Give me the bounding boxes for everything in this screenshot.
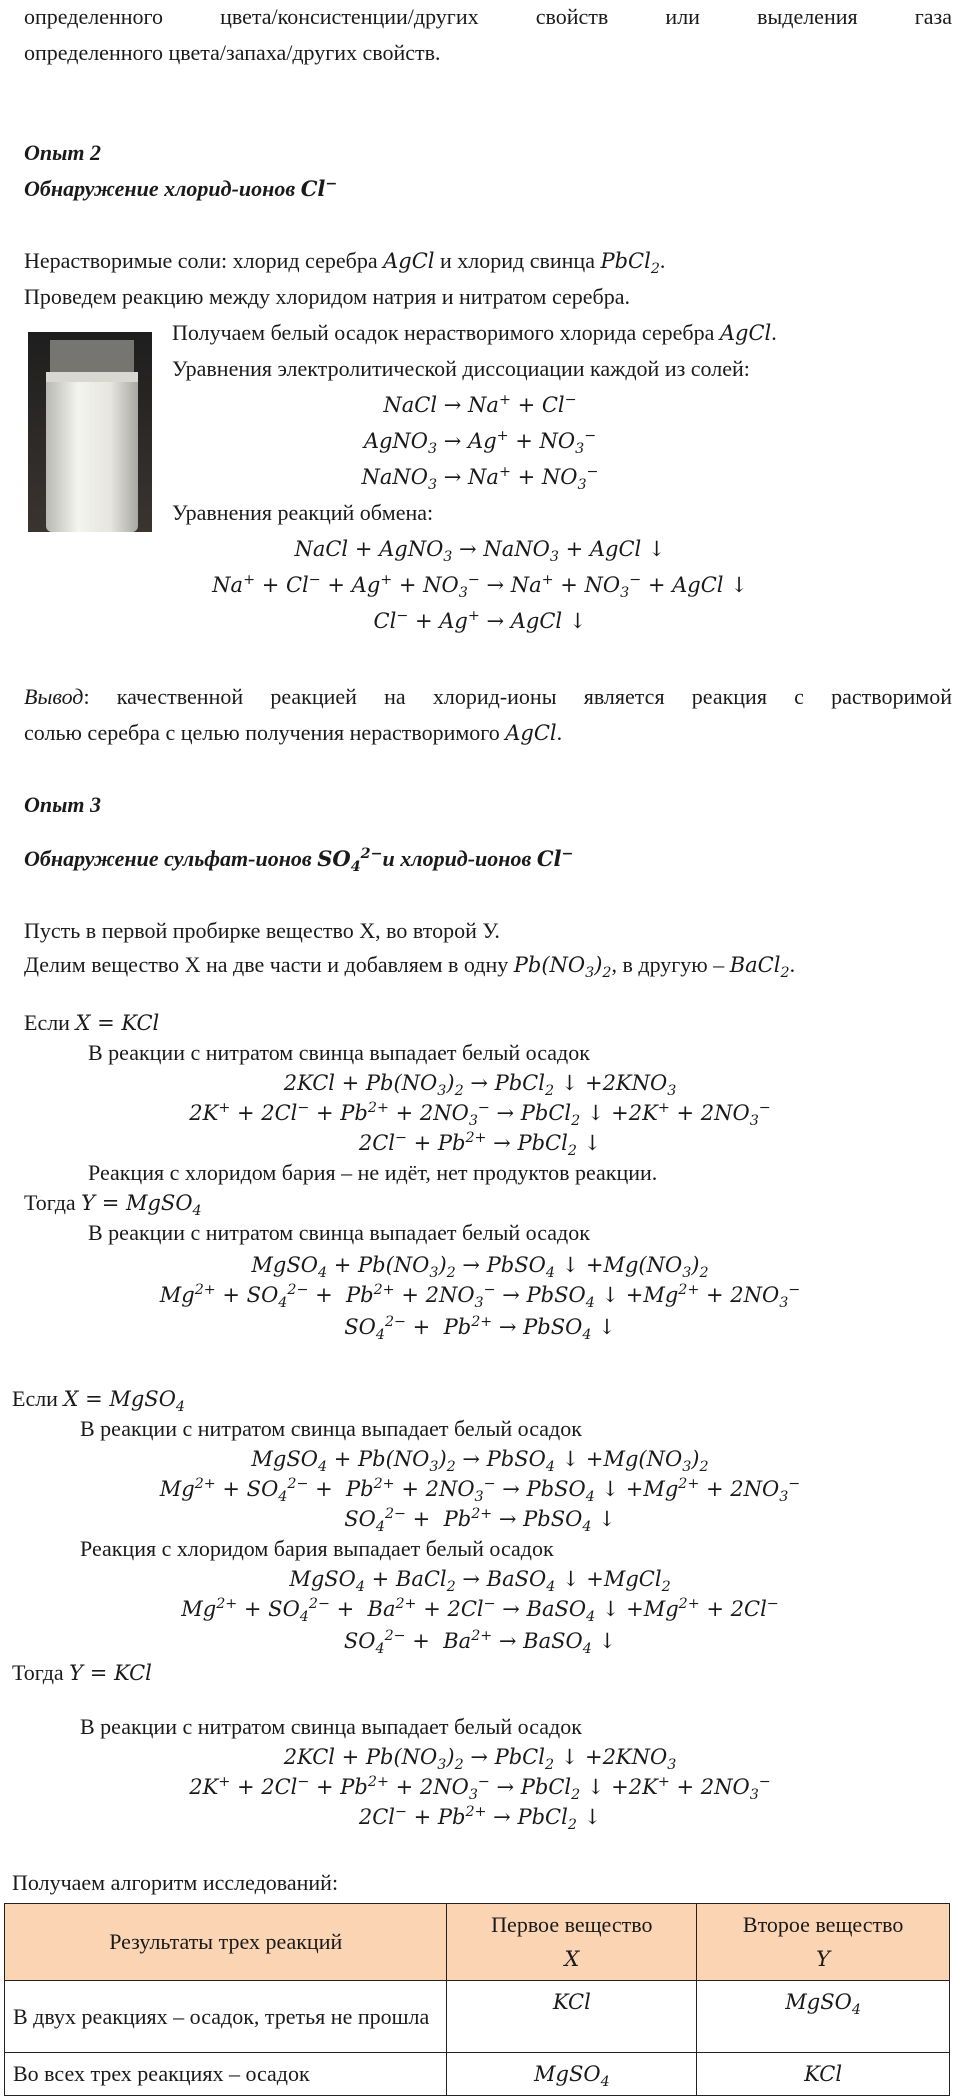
exp2-subtitle [24,174,337,204]
eq-c2-mgso4-bacl2-full-ionic: $Mg^{2+} + SO_4^{2-} + Ba^{2+} + 2Cl^-$ → BaSO$_4$ ↓ $+Mg^{2+} + 2Cl^-$ [181,1596,779,1626]
exp3-para-2: Делим вещество Х на две части и добавляем в одну $Pb(NO_3)_2$, в другую – BaCl$_2$. [24,952,796,982]
case2-if-label: Если X = MgSO$_4$ [12,1386,185,1416]
eq-c2-mgso4-bacl2-short: $SO_4^{2-} + Ba^{2+}$ → BaSO$_4$ ↓ [343,1628,617,1658]
eq-c2-mgso4-pbno3-molecular: MgSO$_4$ + $Pb(NO_3)_2$ → PbSO$_4$ ↓ $+Mg(NO_3)_2$ [251,1447,709,1476]
case1-then-label: Тогда Y = MgSO$_4$ [24,1190,202,1220]
row2-second: KCl [697,2053,950,2096]
row1-result: В двух реакциях – осадок, третья не прошла [5,1981,447,2053]
exp2-conclusion-line-1: Вывод: качественной реакцией на хлорид-ионы является реакция с растворимой [24,684,952,709]
eq-exchange-full-ionic: $Na^+ + Cl^- + Ag^+ + NO_3^- \to Na^+ + NO_3^-$ + AgCl ↓ [212,572,748,602]
algorithm-table [4,1903,950,2096]
eq-c1-kcl-pbno3-molecular: $2KCl + Pb(NO_3)_2$ → PbCl$_2$ ↓ $+2KNO_3$ [283,1071,677,1100]
eq-c2-kcl-pbno3-full-ionic: $2K^+ + 2Cl^- + Pb^{2+} + 2NO_3^-$ → PbCl$_2$ ↓ $+2K^+ + 2NO_3^-$ [189,1774,771,1804]
eq-c1-kcl-pbno3-short: $2Cl^- + Pb^{2+}$ → PbCl$_2$ ↓ [358,1130,602,1160]
case1-if-label: Если X = KCl [24,1010,160,1035]
header-first-substance: Первое вещество X [447,1904,697,1981]
case1-no-reaction: Реакция с хлоридом бария – не идёт, нет продуктов реакции. [88,1160,658,1185]
exp2-subtitle-text: Обнаружение хлорид-ионов [24,176,296,201]
exp3-title: Опыт 3 [24,792,101,817]
case2-then-label: Тогда Y = KCl [12,1660,152,1685]
eq-c1-mgso4-pbno3-full-ionic: $Mg^{2+} + SO_4^{2-} + Pb^{2+} + 2NO_3^-$ → PbSO$_4$ ↓ $+Mg^{2+} + 2NO_3^-$ [159,1282,801,1312]
row2-first: MgSO$_4$ [447,2053,697,2096]
exp2-para-3: Получаем белый осадок нерастворимого хлорида серебра AgCl. [172,320,777,345]
eq-c1-mgso4-pbno3-short: $SO_4^{2-} + Pb^{2+}$ → PbSO$_4$ ↓ [344,1314,616,1344]
eq-c2-mgso4-bacl2-molecular: MgSO$_4$ + BaCl$_2$ → BaSO$_4$ ↓ +MgCl$_2$ [289,1567,671,1596]
exp3-para-1: Пусть в первой пробирке вещество Х, во второй У. [24,918,500,943]
row1-second: MgSO$_4$ [697,1981,950,2053]
table-header-row [5,1904,950,1981]
case1-lead-nitrate: В реакции с нитратом свинца выпадает белый осадок [88,1040,590,1065]
eq-nacl-dissociation: NaCl → Na+ + Cl− [383,392,577,417]
exp2-para-4: Уравнения электролитической диссоциации каждой из солей: [172,356,750,381]
case1-lead-nitrate-2: В реакции с нитратом свинца выпадает белый осадок [88,1220,590,1245]
intro-line-1: определенного цвета/консистенции/других свойств или выделения газа [24,4,952,29]
case2-lead-nitrate: В реакции с нитратом свинца выпадает белый осадок [80,1416,582,1441]
exp2-para-2: Проведем реакцию между хлоридом натрия и нитратом серебра. [24,284,630,309]
algo-intro: Получаем алгоритм исследований: [12,1870,339,1895]
exp2-para-5: Уравнения реакций обмена: [172,500,434,525]
eq-c1-kcl-pbno3-full-ionic: $2K^+ + 2Cl^- + Pb^{2+} + 2NO_3^-$ → PbCl$_2$ ↓ $+2K^+ + 2NO_3^-$ [189,1100,771,1130]
row1-first: KCl [447,1981,697,2053]
eq-c2-mgso4-pbno3-full-ionic: $Mg^{2+} + SO_4^{2-} + Pb^{2+} + 2NO_3^-$ → PbSO$_4$ ↓ $+Mg^{2+} + 2NO_3^-$ [159,1476,801,1506]
exp2-subtitle-ion: Cl− [300,176,338,201]
eq-c2-kcl-pbno3-short: $2Cl^- + Pb^{2+}$ → PbCl$_2$ ↓ [358,1804,602,1834]
exp2-conclusion-line-2: солью серебра с целью получения нерастворимого AgCl. [24,720,563,745]
exp2-para-1: Нерастворимые соли: хлорид серебра AgCl и хлорид свинца PbCl$_2$. [24,248,666,278]
case2-lead-nitrate-2: В реакции с нитратом свинца выпадает белый осадок [80,1714,582,1739]
exp3-subtitle: Обнаружение сульфат-ионов $SO_4^{2-}и$ хлорид-ионов Cl− [24,846,574,876]
eq-exchange-molecular: NaCl + AgNO$_3$ → NaNO$_3$ + AgCl ↓ [294,537,666,566]
eq-c2-kcl-pbno3-molecular: $2KCl + Pb(NO_3)_2$ → PbCl$_2$ ↓ $+2KNO_3$ [283,1745,677,1774]
header-results: Результаты трех реакций [5,1904,447,1981]
eq-nano3-dissociation: NaNO$_3$ → $Na^+ + NO_3^-$ [361,464,599,494]
case2-barium-precip: Реакция с хлоридом бария выпадает белый осадок [80,1536,554,1561]
eq-agno3-dissociation: AgNO$_3$ → $Ag^+ + NO_3^-$ [363,428,597,458]
eq-c1-mgso4-pbno3-molecular: MgSO$_4$ + $Pb(NO_3)_2$ → PbSO$_4$ ↓ $+Mg(NO_3)_2$ [251,1253,709,1282]
exp2-title: Опыт 2 [24,140,101,165]
header-second-substance: Второе вещество Y [697,1904,950,1981]
table-row [5,1981,950,2053]
table-row [5,2053,950,2096]
intro-line-2: определенного цвета/запаха/других свойств. [24,40,441,65]
eq-exchange-short-ionic: Cl− + Ag+ → AgCl ↓ [373,608,587,633]
eq-c2-mgso4-pbno3-short: $SO_4^{2-} + Pb^{2+}$ → PbSO$_4$ ↓ [344,1506,616,1536]
row2-result: Во всех трех реакциях – осадок [5,2053,447,2096]
